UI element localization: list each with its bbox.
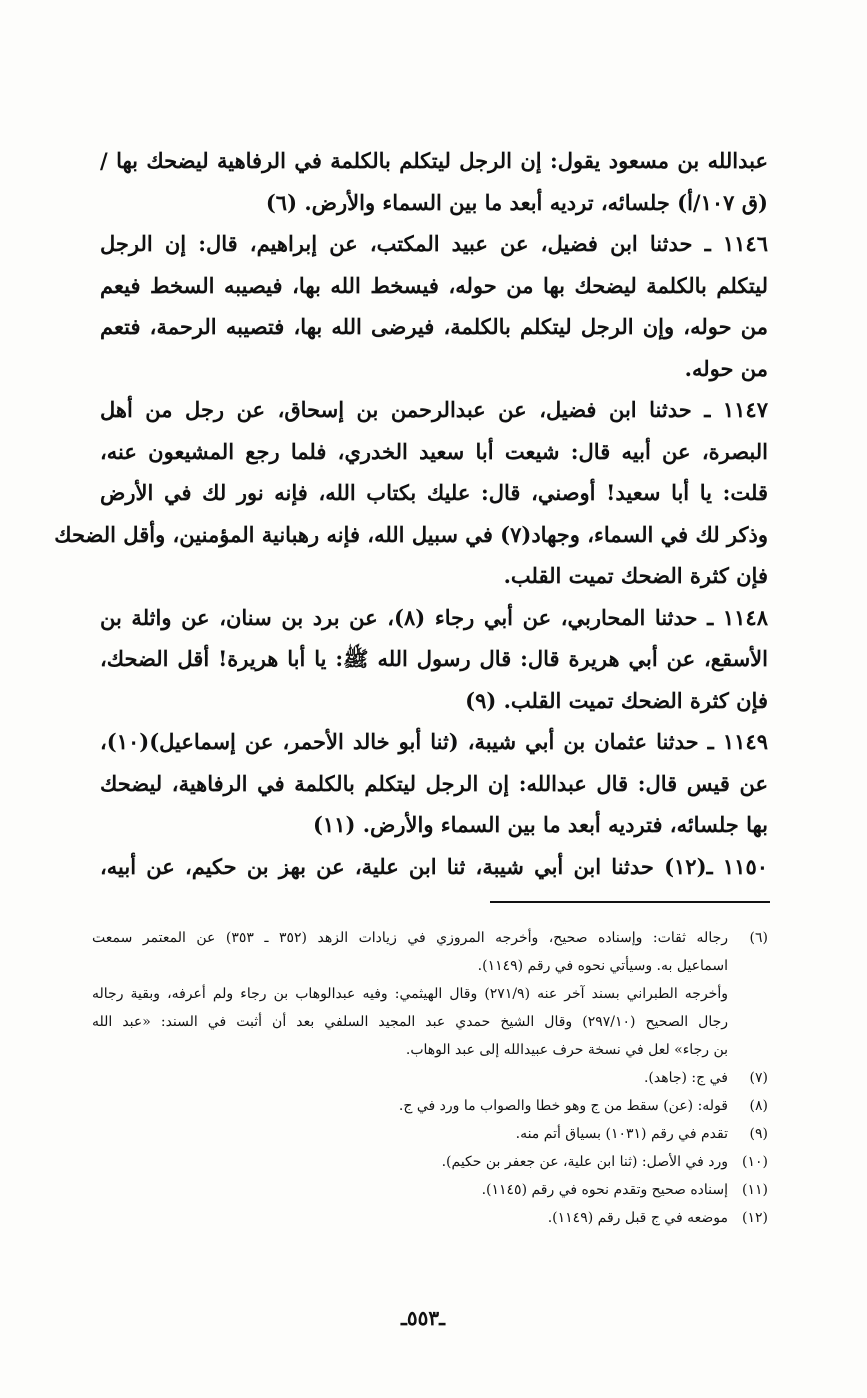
footnote-number: (٨) bbox=[749, 1098, 768, 1114]
text-line: ١١٤٧ ـ حدثنا ابن فضيل، عن عبدالرحمن بن إسحاق، عن رجل من أهل bbox=[100, 397, 768, 422]
text-line: البصرة، عن أبيه قال: شيعت أبا سعيد الخدري، فلما رجع المشيعون عنه، bbox=[100, 438, 768, 464]
text-line: عبدالله بن مسعود يقول: إن الرجل ليتكلم بالكلمة في الرفاهية ليضحك بها / bbox=[100, 148, 768, 173]
footnote-number: (١٢) bbox=[742, 1210, 768, 1226]
text-line: وذكر لك في السماء، وجهاد(٧) في سبيل الله، فإنه رهبانية المؤمنين، وأقل الضحك bbox=[54, 521, 768, 547]
footnote-text: رجاله ثقات: وإسناده صحيح، وأخرجه المروزي في زيادات الزهد (٣٥٢ ـ ٣٥٣) عن المعتمر سمعت bbox=[92, 930, 729, 946]
text-line: ١١٤٨ ـ حدثنا المحاربي، عن أبي رجاء (٨)، عن برد بن سنان، عن واثلة بن bbox=[100, 604, 768, 630]
footnote-number: (١٠) bbox=[742, 1154, 768, 1170]
footnote-number: (٦) bbox=[749, 930, 769, 946]
text-line: الأسقع، عن أبي هريرة قال: قال رسول الله ﷺ: يا أبا هريرة! أقل الضحك، bbox=[100, 646, 768, 671]
text-line: ١١٥٠ ـ(١٢) حدثنا ابن أبي شيبة، ثنا ابن علية، عن بهز بن حكيم، عن أبيه، bbox=[100, 853, 769, 879]
footnote-6 bbox=[92, 924, 768, 952]
text-line: عن قيس قال: قال عبدالله: إن الرجل ليتكلم بالكلمة في الرفاهية، ليضحك bbox=[100, 770, 768, 796]
page-number: ـ٥٥٣ـ bbox=[401, 1306, 445, 1330]
footnote-text: في ج: (جاهد). bbox=[643, 1070, 728, 1086]
text-line: ١١٤٦ ـ حدثنا ابن فضيل، عن عبيد المكتب، عن إبراهيم، قال: إن الرجل bbox=[100, 231, 768, 256]
text-line: فإن كثرة الضحك تميت القلب. (٩) bbox=[465, 687, 768, 713]
footnote-6-line: اسماعيل به. وسيأتي نحوه في رقم (١١٤٩). bbox=[477, 958, 728, 974]
footnotes bbox=[92, 924, 768, 1232]
footnote-6-line: وأخرجه الطبراني بسند آخر عنه (٢٧١/٩) وقال الهيثمي: وفيه عبدالوهاب بن رجاء ولم أعرفه، وبقية رجاله bbox=[92, 986, 728, 1002]
footnote-text: إسناده صحيح وتقدم نحوه في رقم (١١٤٥). bbox=[481, 1182, 728, 1198]
text-line: ١١٤٩ ـ حدثنا عثمان بن أبي شيبة، (ثنا أبو خالد الأحمر، عن إسماعيل)(١٠)، bbox=[100, 729, 768, 754]
footnote-text: تقدم في رقم (١٠٣١) بسياق أتم منه. bbox=[515, 1126, 728, 1142]
footnote-7 bbox=[92, 1064, 768, 1092]
footnote-6-line: بن رجاء» لعل في نسخة حرف عبيدالله إلى عبد الوهاب. bbox=[405, 1042, 728, 1058]
footnote-divider bbox=[490, 901, 770, 903]
main-text bbox=[54, 140, 769, 887]
footnote-11 bbox=[92, 1176, 768, 1204]
footnote-text: موضعه في ج قبل رقم (١١٤٩). bbox=[547, 1210, 728, 1226]
text-line: ليتكلم بالكلمة ليضحك بها من حوله، فيسخط الله بها، فيصيبه السخط فيعم bbox=[100, 272, 768, 298]
footnote-number: (١١) bbox=[742, 1182, 768, 1198]
footnote-text: ورد في الأصل: (ثنا ابن علية، عن جعفر بن حكيم). bbox=[441, 1154, 728, 1170]
footnote-10 bbox=[92, 1148, 768, 1176]
text-line: من حوله. bbox=[684, 355, 768, 381]
footnote-8 bbox=[92, 1092, 768, 1120]
text-line: (ق ١٠٧/أ) جلسائه، ترديه أبعد ما بين السماء والأرض. (٦) bbox=[265, 189, 768, 215]
text-line: من حوله، وإن الرجل ليتكلم بالكلمة، فيرضى الله بها، فتصيبه الرحمة، فتعم bbox=[100, 314, 768, 339]
text-line: قلت: يا أبا سعيد! أوصني، قال: عليك بكتاب الله، فإنه نور لك في الأرض bbox=[100, 480, 768, 505]
text-line: فإن كثرة الضحك تميت القلب. bbox=[503, 563, 768, 588]
footnote-number: (٩) bbox=[749, 1126, 768, 1142]
footnote-9 bbox=[92, 1120, 768, 1148]
text-line: بها جلسائه، فترديه أبعد ما بين السماء والأرض. (١١) bbox=[312, 812, 768, 837]
footnote-6-line: رجال الصحيح (٢٩٧/١٠) وقال الشيخ حمدي عبد المجيد السلفي بعد أن أثبت في السند: «عبد الله bbox=[92, 1014, 729, 1030]
footnote-number: (٧) bbox=[749, 1070, 768, 1086]
footnote-12 bbox=[92, 1204, 768, 1232]
footnote-text: قوله: (عن) سقط من ج وهو خطا والصواب ما ورد في ج. bbox=[398, 1098, 728, 1114]
